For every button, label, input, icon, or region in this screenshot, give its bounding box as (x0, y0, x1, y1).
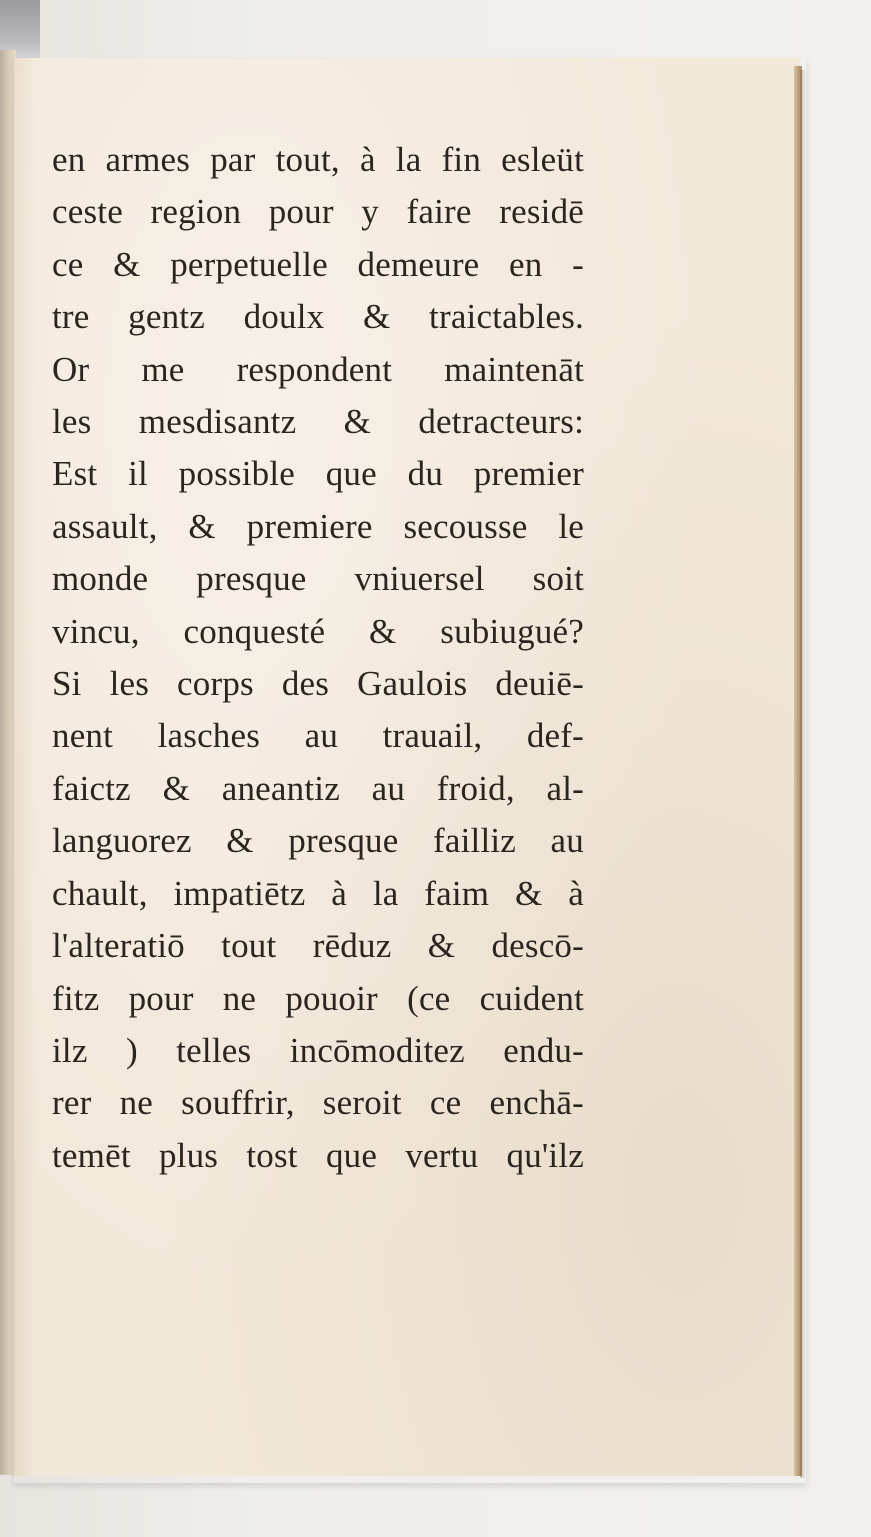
text-line-17: fitz pour ne pouoir (ce cuident (52, 978, 584, 1018)
text-line-19: rer ne souffrir, seroit ce enchā- (52, 1083, 584, 1123)
text-line-5: Or me respondent maintenāt (52, 349, 584, 389)
text-line-7: Est il possible que du premier (52, 454, 584, 494)
text-line-9: monde presque vniuersel soit (52, 559, 584, 599)
text-line-15: chault, impatiētz à la faim & à (52, 873, 584, 913)
text-line-20: temēt plus tost que vertu qu'ilz (52, 1135, 584, 1175)
text-line-10: vincu, conquesté & subiugué? (52, 611, 584, 651)
text-line-4: tre gentz doulx & traictables. (52, 297, 584, 337)
fore-edge-shadow (800, 70, 806, 1478)
text-line-8: assault, & premiere secousse le (52, 506, 584, 546)
text-line-16: l'alteratiō tout rēduz & descō- (52, 926, 584, 966)
text-line-12: nent lasches au trauail, def- (52, 716, 584, 756)
text-line-1: en armes par tout, à la fin esleüt (52, 140, 584, 179)
text-line-14: languorez & presque failliz au (52, 821, 584, 861)
text-line-18: ilz ) telles incōmoditez endu- (52, 1030, 584, 1070)
printed-text-block (52, 134, 584, 1182)
text-line-3: ce & perpetuelle demeure en - (52, 244, 584, 284)
text-line-2: ceste region pour y faire residē (52, 192, 584, 232)
text-line-11: Si les corps des Gaulois deuiē- (52, 664, 584, 704)
text-line-6: les mesdisantz & detracteurs: (52, 402, 584, 442)
text-line-13: faictz & aneantiz au froid, al- (52, 768, 584, 808)
